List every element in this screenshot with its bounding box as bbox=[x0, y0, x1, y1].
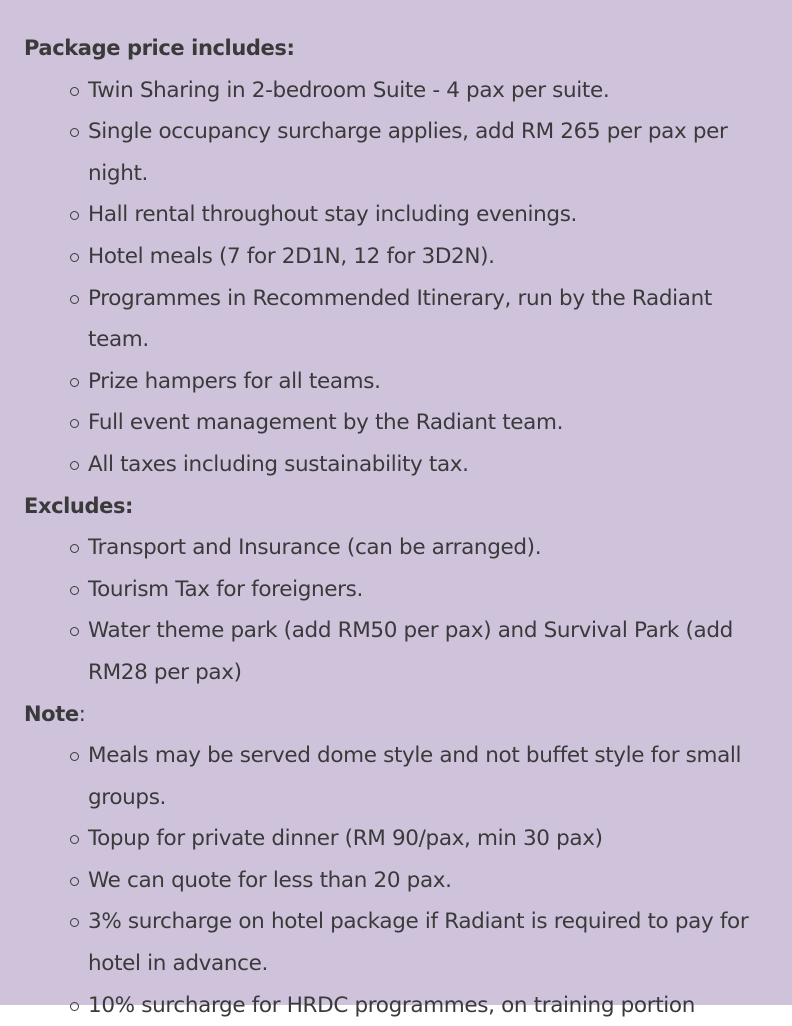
list-item: Twin Sharing in 2-bedroom Suite - 4 pax per suite. bbox=[86, 70, 772, 112]
list-item: Water theme park (add RM50 per pax) and Survival Park (add RM28 per pax) bbox=[86, 610, 772, 693]
excludes-section bbox=[24, 486, 772, 694]
package-details-content bbox=[24, 28, 772, 1026]
list-item: Transport and Insurance (can be arranged). bbox=[86, 527, 772, 569]
list-item: Prize hampers for all teams. bbox=[86, 361, 772, 403]
excludes-list bbox=[24, 527, 772, 693]
list-item: Hall rental throughout stay including evenings. bbox=[86, 194, 772, 236]
note-list bbox=[24, 735, 772, 1026]
list-item: Tourism Tax for foreigners. bbox=[86, 569, 772, 611]
list-item: 3% surcharge on hotel package if Radiant is required to pay for hotel in advance. bbox=[86, 901, 772, 984]
includes-section bbox=[24, 28, 772, 486]
list-item: We can quote for less than 20 pax. bbox=[86, 860, 772, 902]
includes-list bbox=[24, 70, 772, 486]
includes-heading: Package price includes: bbox=[24, 28, 772, 70]
list-item: 10% surcharge for HRDC programmes, on training portion bbox=[86, 985, 772, 1026]
list-item: Hotel meals (7 for 2D1N, 12 for 3D2N). bbox=[86, 236, 772, 278]
list-item: Full event management by the Radiant team. bbox=[86, 402, 772, 444]
list-item: All taxes including sustainability tax. bbox=[86, 444, 772, 486]
list-item: Single occupancy surcharge applies, add RM 265 per pax per night. bbox=[86, 111, 772, 194]
list-item: Topup for private dinner (RM 90/pax, min 30 pax) bbox=[86, 818, 772, 860]
note-heading: Note: bbox=[24, 694, 772, 736]
note-section bbox=[24, 694, 772, 1026]
list-item: Meals may be served dome style and not buffet style for small groups. bbox=[86, 735, 772, 818]
list-item: Programmes in Recommended Itinerary, run by the Radiant team. bbox=[86, 278, 772, 361]
excludes-heading: Excludes: bbox=[24, 486, 772, 528]
